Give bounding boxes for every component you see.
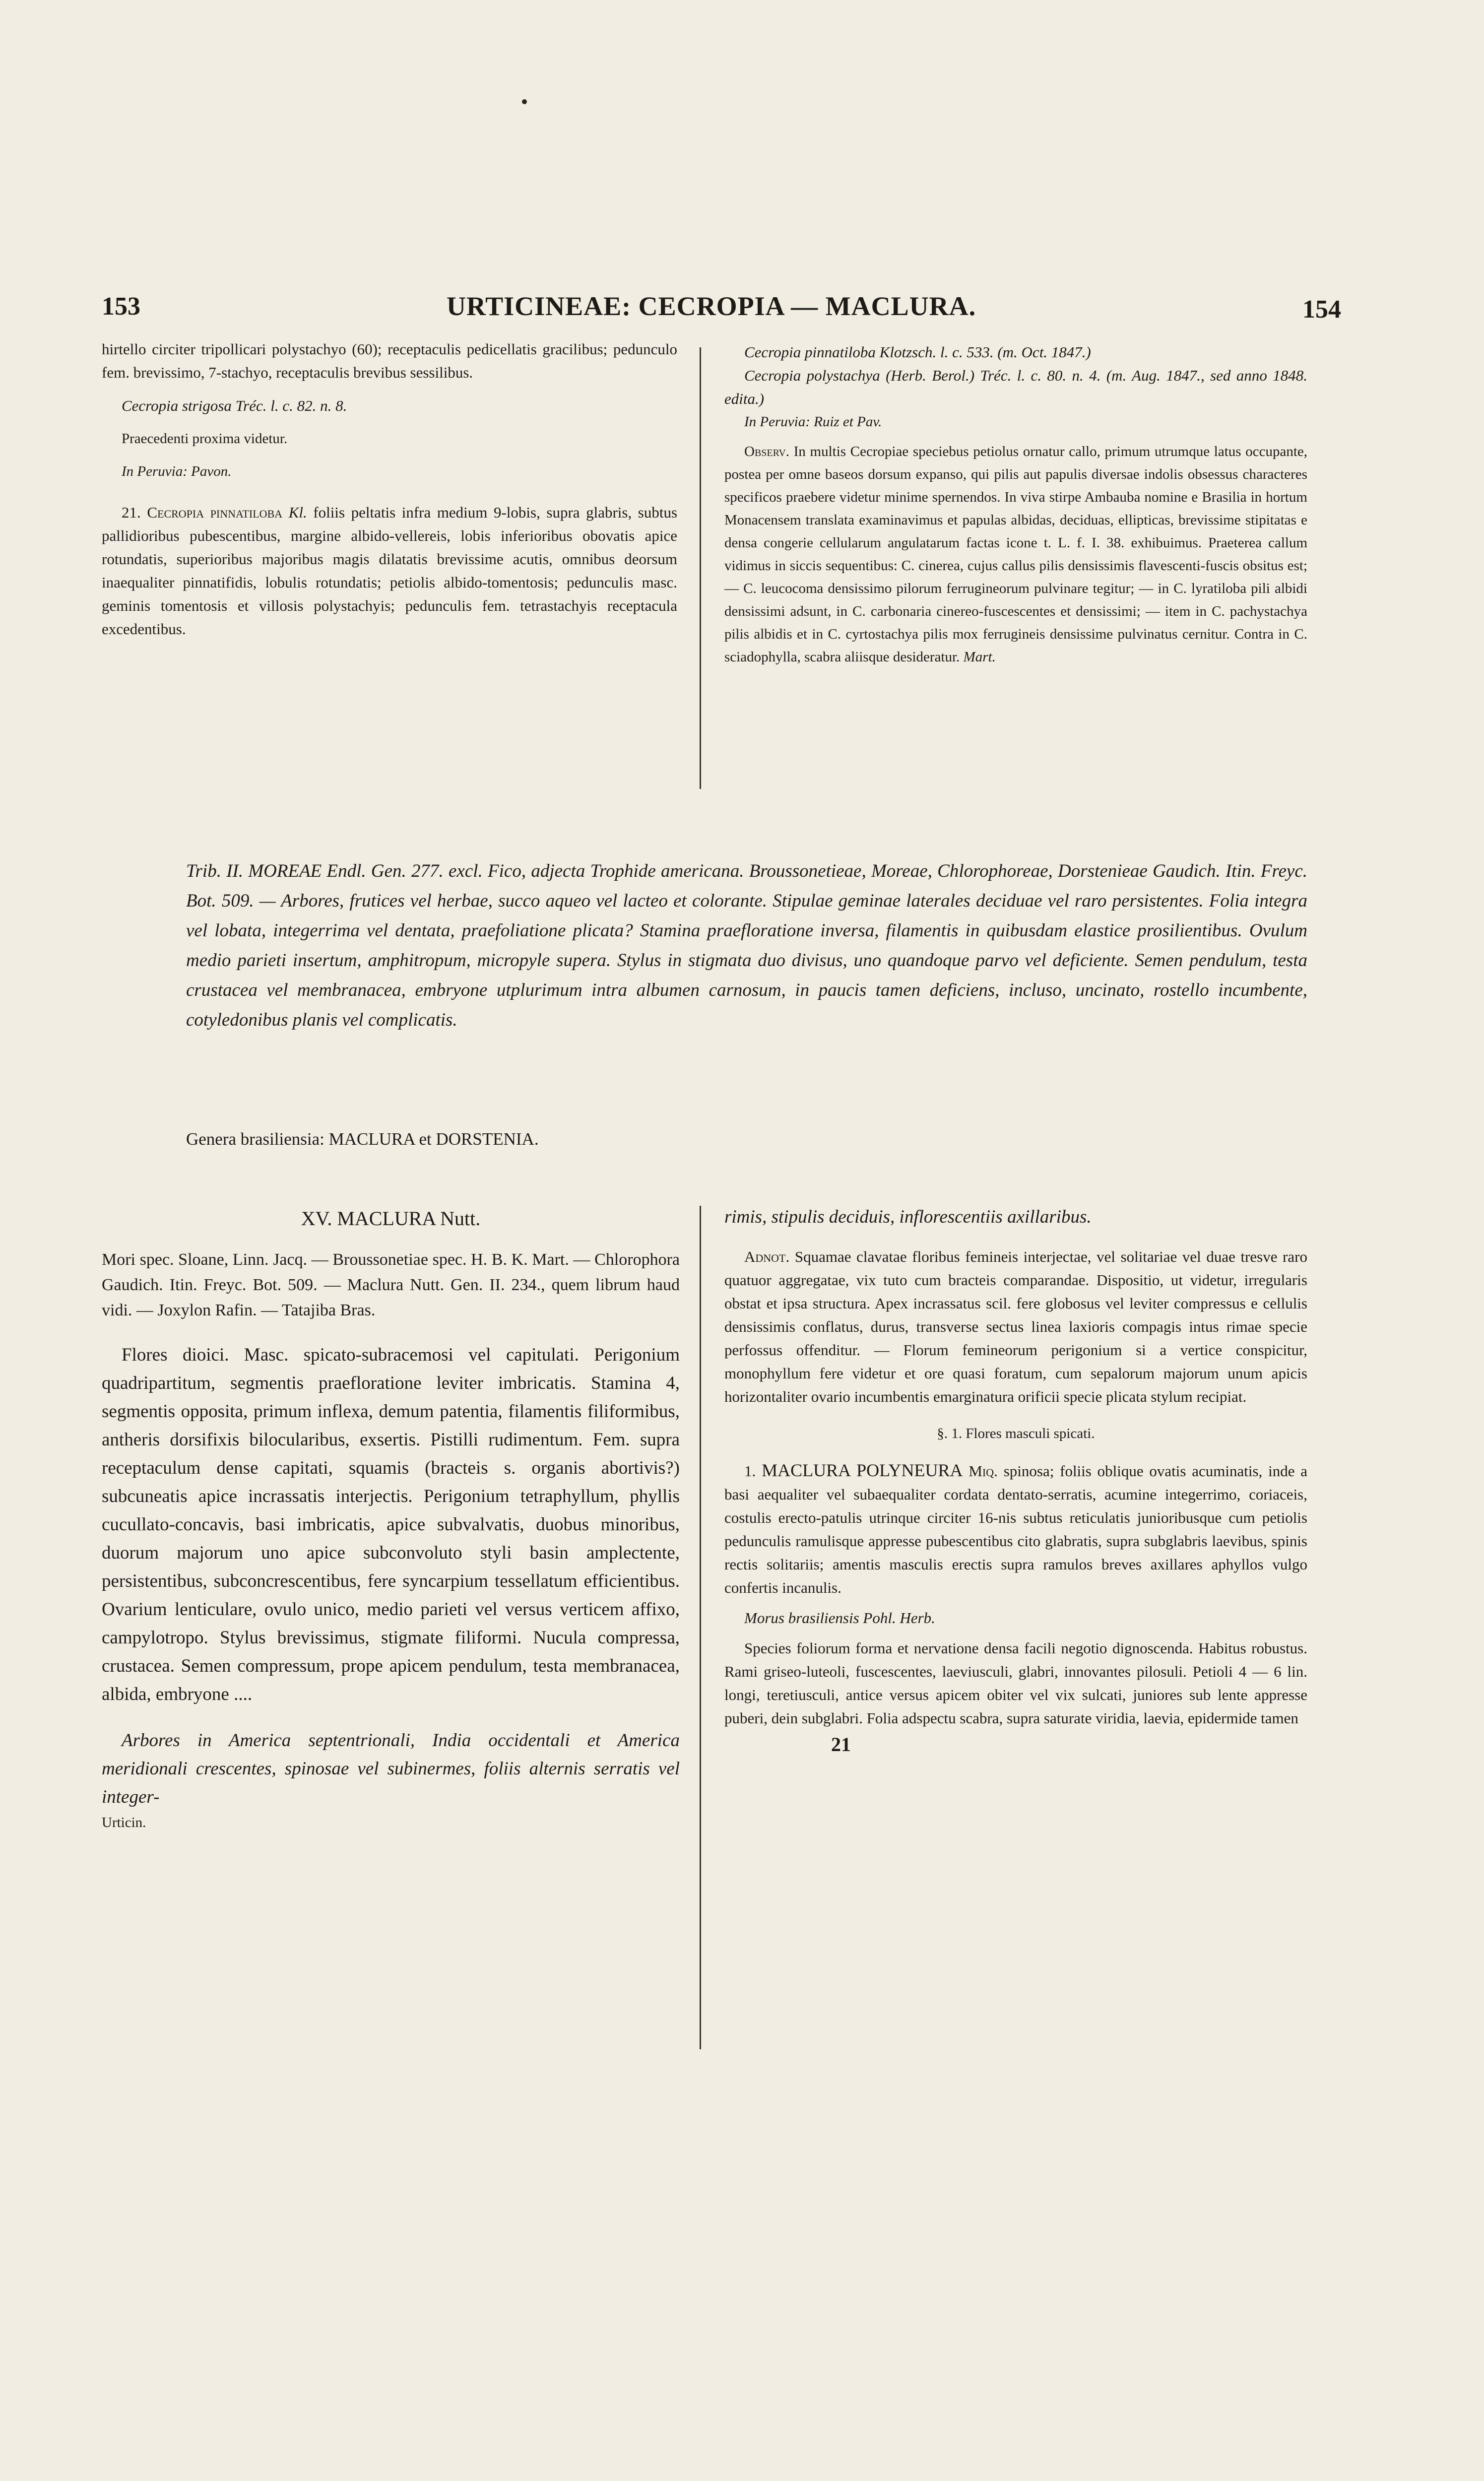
synonym-line: Cecropia pinnatiloba Klotzsch. l. c. 533. (m. Oct. 1847.): [744, 343, 1091, 361]
column-rule-bottom: [700, 1206, 701, 2049]
genus-title: XV. MACLURA Nutt.: [301, 1207, 481, 1230]
description-continuation: hirtello circiter tripollicari polystachyo (60); receptaculis pedicellatis gracilibus; pedunculo fem. brevissimo, 7-stachyo, receptaculis brevibus sessilibus.: [102, 340, 677, 381]
genus-description: Flores dioici. Masc. spicato-subracemosi vel capitulati. Perigonium quadripartitum, segmentis praefloratione leviter imbricatis. Stamina 4, segmentis opposita, primum inflexa, demum patentia, filamentis filiformibus, antheris dorsifixis bilocularibus, exsertis. Pistilli rudimentum. Fem. supra receptaculum dense capitati, squamis (bracteis s. organis abortivis?) subcuneatis apice incrassatis interjectis. Perigonium tetraphyllum, phyllis cucullato-concavis, basi imbricatis, apice subvalvatis, duobus minoribus, duorum majorum uno apice subconvoluto styli basin amplectente, persistentibus, subconcrescentibus, fere syncarpium tessellatum efficientibus. Ovarium lenticulare, ovulo unico, medio parieti vel versus verticem affixo, campylotropo. Stylus brevissimus, stigmate filiformi. Nucula compressa, crustacea. Semen compressum, prope apicem pendulum, testa membranacea, albida, embryone ....: [102, 1345, 680, 1704]
adnotation-paragraph: [724, 1245, 1307, 1408]
species-author: Miq.: [968, 1462, 998, 1480]
running-header: URTICINEAE: CECROPIA — MACLURA.: [447, 291, 976, 321]
species-notes: Species foliorum forma et nervatione densa facili negotio dignoscenda. Habitus robustus. Rami griseo-luteoli, fuscescentes, laeviusculi, glabri, innovantes pilosuli. Petioli 4 — 6 lin. longi, teretiusculi, antice versus apicem obiter vel vix sulcati, juniores sub lente appresse puberi, dein subglabri. Folia adspectu scabra, supra saturate viridia, laevia, epidermide tamen: [724, 1639, 1307, 1727]
species-description: spinosa; foliis oblique ovatis acuminatis, inde a basi aequaliter vel subaequaliter cordata dentato-serratis, acumine integerrimo, coriaceis, costulis erecto-patulis utrinque circiter 16-nis subtus reticulatis junioribusque cum petiolis pedunculis ramulisque appresse pubescentibus cito glabratis, supra subglabris laevibus, spinis rectis solitariis; amentis masculis erectis supra ramulos breves axillares aphyllos vulgo confertis incanulis.: [724, 1462, 1308, 1596]
observation-label: Observ.: [744, 444, 790, 459]
tribe-paragraph: [186, 856, 1307, 1035]
locality-line: In Peruvia: Pavon.: [122, 463, 232, 479]
species-number: 1.: [744, 1462, 756, 1480]
ink-dot: [522, 99, 527, 104]
note-line: Praecedenti proxima videtur.: [122, 431, 288, 447]
locality-line: In Peruvia: Ruiz et Pav.: [744, 414, 882, 430]
column-rule-top: [700, 347, 701, 789]
page-number-right: 154: [1302, 295, 1341, 324]
genus-synonymy: Mori spec. Sloane, Linn. Jacq. — Broussonetiae spec. H. B. K. Mart. — Chlorophora Gaudich. Itin. Freyc. Bot. 509. — Maclura Nutt. Gen. II. 234., quem librum haud vidi. — Joxylon Rafin. — Tatajiba Bras.: [102, 1250, 680, 1319]
genus-continuation: rimis, stipulis deciduis, inflorescentiis axillaribus.: [724, 1207, 1092, 1227]
genus-habit: Arbores in America septentrionali, India occidentali et America meridionali crescentes, spinosae vel subinermes, foliis alternis serratis vel integer-: [102, 1730, 680, 1807]
synonym-line: Morus brasiliensis Pohl. Herb.: [744, 1609, 935, 1627]
observation-paragraph: [724, 440, 1307, 668]
observation-text: In multis Cecropiae speciebus petiolus ornatur callo, primum utrumque latus occupante, postea per omne baseos dorsum expanso, qui pilis aut papulis diversae indolis obsessus characteres specificos praebere videtur minime spernendos. In viva stirpe Ambauba nomine e Brasilia in hortum Monacensem translata examinavimus et papulas albidas, deciduas, ellipticas, brevissime stipitatas e densa congerie cellularum angulatarum factas icone t. L. f. I. 38. exhibuimus. Praeterea callum vidimus in siccis sequentibus: C. cinerea, cujus callus pilis densissimis flavescenti-fuscis obsitus est; — C. leucocoma densissimo pilorum ferrugineorum pulvinare tegitur; — in C. lyratiloba pili albidi densissimi adsunt, in C. carbonaria cinereo-fuscescentes et densissimi; — item in C. pachystachya pilis albidis et in C. cyrtostachya pilis mox ferrugineis densissime pulvinatus cernitur. Contra in C. sciadophylla, scabra aliisque desideratur.: [724, 444, 1307, 665]
synonym-line: Cecropia strigosa Tréc. l. c. 82. n. 8.: [122, 397, 347, 414]
section-heading: §. 1. Flores masculi spicati.: [937, 1426, 1095, 1441]
observation-signature: Mart.: [963, 649, 996, 665]
adnotation-label: Adnot.: [744, 1248, 790, 1265]
genera-line: [186, 1126, 930, 1152]
species-entry: [102, 501, 677, 641]
species-name: Cecropia pinnatiloba: [147, 504, 283, 521]
page-number-left: 153: [102, 292, 140, 321]
genera-text: Genera brasiliensia: MACLURA et DORSTENIA.: [186, 1129, 539, 1149]
species-number: 21.: [122, 504, 141, 521]
column-left-bottom: [102, 1204, 680, 1834]
species-author: Kl.: [288, 504, 307, 521]
column-right-bottom: [724, 1203, 1307, 1759]
column-right-top: [724, 340, 1307, 668]
species-entry: [724, 1459, 1307, 1599]
signature-footer: Urticin.: [102, 1815, 146, 1830]
signature-number: 21: [831, 1733, 851, 1756]
species-name: MACLURA POLYNEURA: [762, 1460, 963, 1480]
synonym-line: Cecropia polystachya (Herb. Berol.) Tréc. l. c. 80. n. 4. (m. Aug. 1847., sed anno 1848. edita.): [724, 367, 1307, 407]
column-left-top: [102, 337, 677, 641]
species-description: foliis peltatis infra medium 9-lobis, supra glabris, subtus pallidioribus pubescentibus, margine albido-vellereis, lobis inferioribus obovatis apice rotundatis, superioribus majoribus magis dilatatis brevissime acutis, omnibus deorsum inaequaliter pinnatifidis, lobulis rotundatis; petiolis albido-tomentosis; pedunculis masc. geminis tomentosis et villosis polystachyis; pedunculis fem. tetrastachyis receptacula excedentibus.: [102, 504, 678, 638]
adnotation-text: Squamae clavatae floribus femineis interjectae, vel solitariae vel duae tresve raro quatuor aggregatae, vix tuto cum bracteis comparandae. Dispositio, ut videtur, irregularis obstat et ipsa structura. Apex incrassatus scil. fere globosus vel leviter compressus e cellulis densissimis conflatus, durus, transverse sectus linea laxioris compagis intus rimae specie perfossus offenditur. — Florum femineorum perigonium si a vertice conspicitur, monophyllum fere videtur et ore quasi foratum, cum sepalorum majorum unum apicis horizontaliter ovario incumbentis emarginatura orificii specie plicata stylum recipiat.: [724, 1248, 1307, 1405]
tribe-text: Trib. II. MOREAE Endl. Gen. 277. excl. Fico, adjecta Trophide americana. Broussonetieae, Moreae, Chlorophoreae, Dorstenieae Gaudich. Itin. Freyc. Bot. 509. — Arbores, frutices vel herbae, succo aqueo vel lacteo et colorante. Stipulae geminae laterales deciduae vel raro persistentes. Folia integra vel lobata, integerrima vel dentata, praefoliatione plicata? Stamina praefloratione inversa, filamentis in quibusdam elastice prosilientibus. Ovulum medio parieti insertum, amphitropum, micropyle supera. Stylus in stigmata duo divisus, uno quandoque parvo vel deficiente. Semen pendulum, testa crustacea vel membranacea, embryone utplurimum intra albumen carnosum, in paucis tamen deficiens, incluso, uncinato, rostello incumbente, cotyledonibus planis vel complicatis.: [186, 861, 1307, 1030]
